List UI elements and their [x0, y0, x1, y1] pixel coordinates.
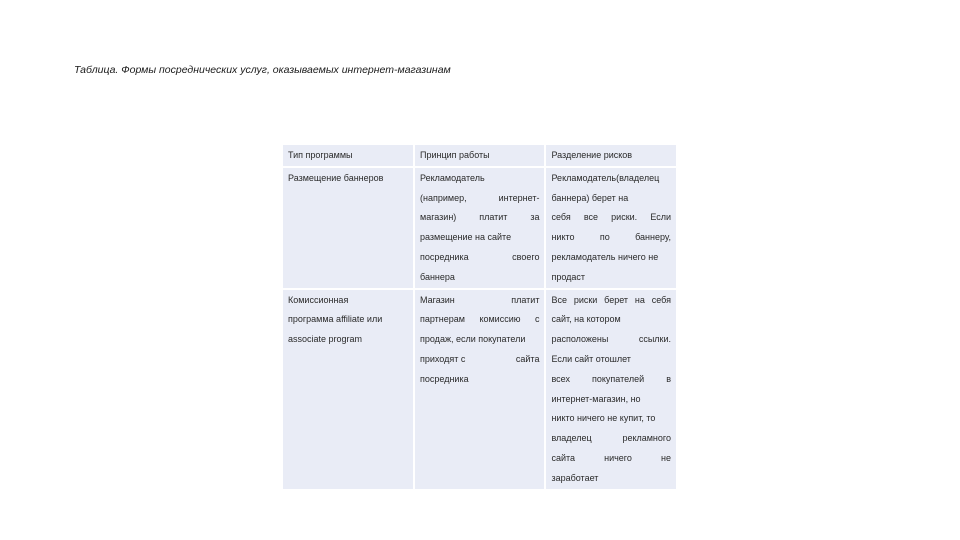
cell-line: программа affiliate или [288, 314, 383, 325]
services-table [281, 143, 678, 491]
cell-line: баннера) берет на [551, 192, 629, 203]
table-header-row [283, 145, 676, 166]
cell-risk [546, 290, 676, 489]
cell-line: Магазин платит [420, 294, 540, 305]
header-principle: Принцип работы [415, 145, 544, 166]
cell-line: посредника своего [420, 251, 540, 262]
header-program-type: Тип программы [283, 145, 413, 166]
cell-type [283, 290, 413, 489]
header-risk: Разделение рисков [546, 145, 676, 166]
cell-line: никто по баннеру, [551, 232, 671, 243]
cell-line: Если сайт отошлет [551, 353, 631, 364]
table-row [283, 168, 676, 288]
cell-line: партнерам комиссию с [420, 314, 540, 325]
cell-line: сайт, на котором [551, 314, 621, 325]
table-row [283, 290, 676, 489]
cell-line: (например, интернет- [420, 192, 540, 203]
cell-line: Все риски берет на себя [551, 294, 671, 305]
cell-line: associate program [288, 334, 363, 345]
cell-line: продаст [551, 271, 586, 282]
cell-line: Комиссионная [288, 294, 349, 305]
cell-line: расположены ссылки. [551, 334, 671, 345]
cell-line: рекламодатель ничего не [551, 251, 659, 262]
cell-line: владелец рекламного [551, 433, 671, 444]
cell-line: никто ничего не купит, то [551, 413, 656, 424]
cell-risk [546, 168, 676, 288]
cell-line: всех покупателей в [551, 373, 671, 384]
cell-line: Рекламодатель(владелец [551, 172, 660, 183]
cell-line: продаж, если покупатели [420, 334, 526, 345]
cell-line: сайта ничего не [551, 452, 671, 463]
cell-line: посредника [420, 373, 469, 384]
cell-principle [415, 290, 544, 489]
cell-line: интернет-магазин, но [551, 393, 641, 404]
table-caption: Таблица. Формы посреднических услуг, оказываемых интернет-магазинам [74, 64, 451, 76]
cell-line: приходят с сайта [420, 353, 540, 364]
cell-line: размещение на сайте [420, 232, 512, 243]
cell-line: заработает [551, 472, 599, 483]
cell-line: себя все риски. Если [551, 212, 671, 223]
cell-type: Размещение баннеров [283, 168, 413, 288]
cell-line: баннера [420, 271, 455, 282]
cell-line: магазин) платит за [420, 212, 540, 223]
cell-line: Рекламодатель [420, 172, 485, 183]
cell-principle [415, 168, 544, 288]
